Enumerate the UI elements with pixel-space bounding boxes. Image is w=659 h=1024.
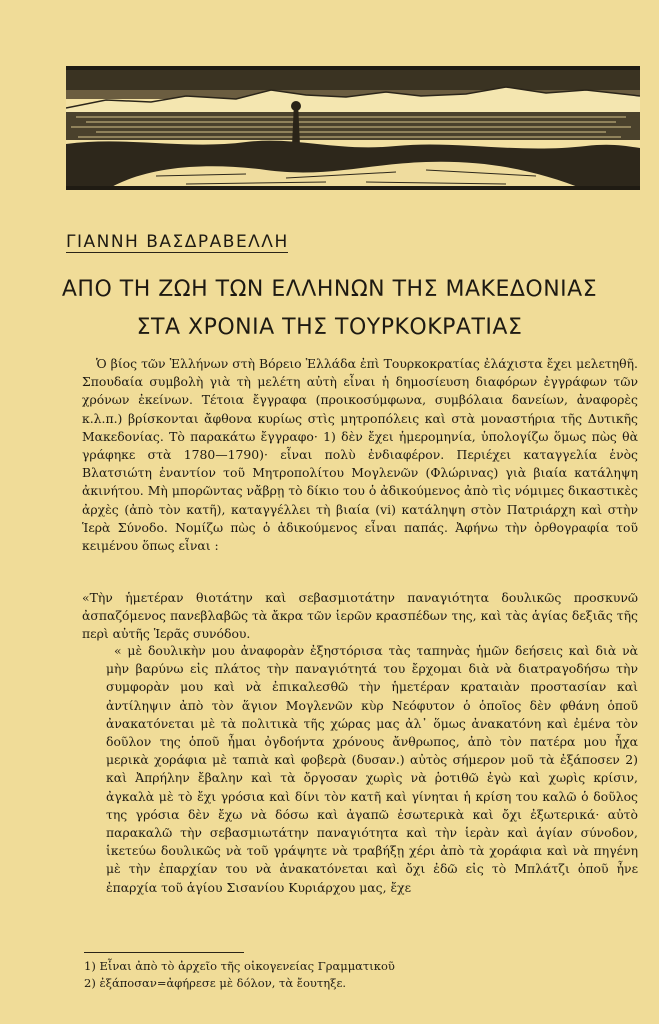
intro-paragraph: Ὁ βίος τῶν Ἑλλήνων στὴ Βόρειο Ἑλλάδα ἐπὶ Τουρκοκρατίας ἐλάχιστα ἔχει μελετηθῆ. Σπουδαία συμβολὴ γιὰ τὴ μελέτη αὐτὴ εἶναι ἡ δημοσίευση διαφόρων ἐγγράφων τῶν χρόνων ἐκείνων. Τέτοια ἔγγραφα (προικοσύμφωνα, συμβόλαια δανείων, ἀναφορὲς κ.λ.π.) βρίσκονται ἄφθονα κυρίως στὶς μητροπόλεις καὶ στὰ μοναστήρια τῆς Δυτικῆς Μακεδονίας. Τὸ παρακάτω ἔγγραφο· 1) δὲν ἔχει ἡμερομηνία, ὑπολογίζω ὅμως πὼς θὰ γράφηκε στὰ 1780—1790)· εἶναι πολὺ ἐνδιαφέρον. Περιέχει καταγγελία ἑνὸς Βλατσιώτη ἐναντίον τοῦ Μητροπολίτου Μογλενῶν (Φλώρινας) γιὰ βιαία κατάληψη ἀκινήτου. Μὴ μπορῶντας νἄβρῃ τὸ δίκιο του ὁ ἀδικούμενος ἀπὸ τὶς νόμιμες δικαστικὲς ἀρχὲς (ἀπὸ τὸν κατῆ), καταγγέλλει τὴ βιαία (vi) κατάληψη στὸν Πατριάρχη καὶ στὴν Ἱερὰ Σύνοδο. Νομίζω πὼς ὁ ἀδικούμενος εἶναι παπάς. Ἀφήνω τὴν ὀρθογραφία τοῦ κειμένου ὅπως εἶναι : [82, 356, 638, 554]
article-title-line-2: ΣΤΑ ΧΡΟΝΙΑ ΤΗΣ ΤΟΥΡΚΟΚΡΑΤΙΑΣ [136, 315, 523, 340]
footnote-1: 1) Εἶναι ἀπὸ τὸ ἀρχεῖο τῆς οἰκογενείας Γραμματικοῦ [84, 959, 395, 973]
quoted-salutation: «Τὴν ἡμετέραν θιοτάτην καὶ σεβασμιοτάτην παναγιότητα δουλικῶς προσκυνῶ ἀσπαζόμενος πανεβλαβῶς τὰ ἄκρα τῶν ἱερῶν κρασπέδων της, καὶ τὰς ἁγίας δεξιᾶς τῆς περὶ αὐτῆς Ἱερᾶς συνόδου. [82, 590, 638, 642]
footnote-2: 2) ἐξάποσαν=ἀφήρεσε μὲ δόλον, τὰ ἔουτηξε. [84, 976, 347, 990]
quoted-petition: « μὲ δουλικὴν μου ἀναφορὰν ἐξηστόρισα τὰς ταπηνὰς ἡμῶν δεήσεις καὶ διὰ νὰ μὴν βαρύνω εἰς πλάτος τὴν παναγιότητά του ἔρχομαι διὰ νὰ διατραγοδήσω τὴν συμφορὰν μου καὶ νὰ ἐπικαλεσθῶ τὴν ἡμετέραν κραταιὰν προστασίαν καὶ ἀντίληψιν ἀπὸ τὸν ἅγιον Μογλενῶν κὺρ Νεόφυτον ὁ ὁποῖος δὲν φθάνη ὁποῦ ἀνακατόνεται μὲ τὰ πολιτικὰ τῆς χώρας μας ἀλ᾽ ὅμως ἀνακατόνη καὶ ἐμένα τὸν δοῦλον της ὁποῦ ἦμαι ὀγδοήντα χρόνους ἄνθρωπος, ἀπὸ τὸν πατέρα μου ἦχα μερικὰ χοράφια μὲ ταπιὰ καὶ φοβερὰ (δυσαν.) αὐτὸς σήμερον μοῦ τὰ ἐξάποσεν 2) καὶ Ἀπρήλην ἔβαλην καὶ τὰ ὄργοσαν χωρὶς νὰ ῥοτιθῶ ἐγὼ καὶ χωρὶς κρίσιν, ἀγκαλὰ μὲ τὸ ἔχι γρόσια καὶ δίνι τὸν κατῆ καὶ γίνηται ἡ κρίση του καλῶ ὁ δοῦλος της γρόσια δὲν ἔχω νὰ δόσω καὶ ἀγαπῶ ἐσωτερικὰ καὶ ὄχι ἐξωτερικά· αὐτὸ παρακαλῶ τὴν σεβασμιωτάτην παναγιότητα καὶ τὴν ἱερὰν καὶ ἁγίαν σύνοδον, ἱκετεύω δουλικῶς νὰ τοῦ γράψητε νὰ τραβήξῃ χέρι ἀπὸ τὰ χοράφια καὶ νὰ πηγένη μὲ τὴν ἐπαρχίαν του νὰ ἀνακατόνεται καὶ ὄχι ἐδῶ εἰς τὸ Μπλάτζι ὁποῦ ἦνε ἐπαρχία τοῦ ἁγίου Σισανίου Κυριάρχου μας, ἔχε [106, 643, 638, 895]
article-title-line-1: ΑΠΟ ΤΗ ΖΩΗ ΤΩΝ ΕΛΛΗΝΩΝ ΤΗΣ ΜΑΚΕΔΟΝΙΑΣ [61, 277, 598, 302]
landscape-illustration [66, 66, 640, 190]
author-name: ΓΙΑΝΝΗ ΒΑΣΔΡΑΒΕΛΛΗ [66, 232, 289, 252]
footnote-divider [84, 952, 244, 953]
author-underline [66, 252, 288, 253]
